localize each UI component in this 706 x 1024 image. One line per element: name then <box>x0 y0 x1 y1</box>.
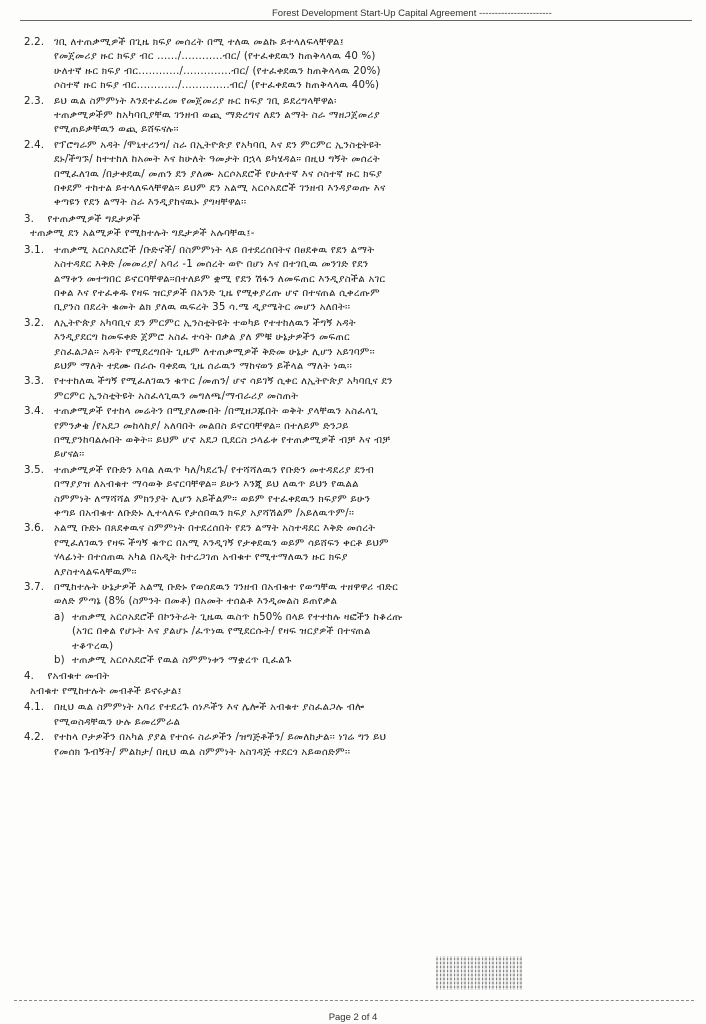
clause-line: ይህ ዉል ስምምነት እንደተፈረመ የመጀመሪያ ዙር ክፍያ ገቢ ይደረግላቸዋል፡ <box>54 95 337 107</box>
clause-line: የምንቃቄ /የአደጋ መከላከያ/ አለባበት መልበስ ይኖርባቸዋል። በተለይም ድንጋይ <box>54 420 349 432</box>
clause-3-3 <box>24 375 690 404</box>
clause-line: የሚጠይቃቸዉን ወጪ ይሸፍናሉ፡፡ <box>54 124 179 136</box>
clause-number: 3.4. <box>24 406 45 418</box>
clause-line: ሶስተኛ ዙር ክፍያ ብር............/..............ብር/ (የተፈቀደዉን ከጠቅላላዉ 40%) <box>54 80 380 92</box>
clause-line: የሚፈለገዉን የዛፍ ችግኝ ቁጥር በአሚ እንዲገኝ የታቀደዉን ወይም ሳይሸፍን ቀርቶ ይህም <box>54 537 389 549</box>
clause-line: የመሰክ ጉብኝት/ ምልከታ/ በዚህ ዉል ስምምነት አስገዳጅ ተደርጎ አይወሰድም፡፡ <box>54 746 351 758</box>
clause-line: ለያስተላልፍላቸዉም፡፡ <box>54 566 137 578</box>
clause-line: ተቆጥረዉ) <box>72 640 114 652</box>
clause-number: 3.7. <box>24 582 45 594</box>
clause-line: እንዲያደርግ ከመፍቀድ ጀምሮ አስፈ ተሳት በቃል ያለ ምቹ ሁኔታዎችን መፍጠር <box>54 332 350 344</box>
agreement-header: Forest Development Start-Up Capital Agreement ----------------------- <box>272 8 552 19</box>
clause-line: ተጠቃሚ አርሶአደሮች የዉል ስምምነቱን ማቋረጥ ቢፈልጉ <box>72 655 292 667</box>
clause-line: የመጀመሪያ ዙር ክፍያ ብር ....../............ብር/ (የተፈቀደዉን ከጠቅላላዉ 40 %) <box>54 51 376 63</box>
clause-line: ተጠቃሚ አርሶአደሮች /ቡድኖች/ በስምምነት ላይ በተደረሰበትና በፀደቀዉ የደን ልማት <box>54 244 375 256</box>
clause-line: በዚህ ዉል ስምምነት አባሪ የተደረጉ ሰነዶችን እና ሌሎች አብቁተ ያስፈልጋሉ ብሎ <box>54 702 365 714</box>
document-body <box>24 36 690 761</box>
section-number: 3. <box>24 213 35 225</box>
clause-line: ተጠቃሚ አርሶአደሮች በኮንትራት ጊዜዉ ዉስጥ ከ50% በላይ የተተከሉ ዛፎችን ከቆረጡ <box>72 611 403 623</box>
clause-3-5 <box>24 464 690 522</box>
clause-number: 2.4. <box>24 139 45 151</box>
clause-line: በሚከተሉት ሁኔታዎች አልሚ ቡድኑ የወሰደዉን ገንዘብ በአብቁተ የወጣቸዉ ተዘዋዋሪ ብድር <box>54 582 399 594</box>
clause-3-2 <box>24 317 690 375</box>
clause-3-7-b <box>54 654 690 668</box>
clause-line: የሚወስዳቸዉን ሁሉ ይመረምራል <box>54 716 181 728</box>
footer-rule <box>14 1000 694 1001</box>
clause-number: 3.1. <box>24 244 45 256</box>
section-3-heading <box>24 213 690 227</box>
clause-4-2 <box>24 731 690 760</box>
clause-number: 4.1. <box>24 702 45 714</box>
clause-line: የፕሮግራም አዳት /ሞኒተሪንግ/ ስራ በኢትዮጵያ የአካባቢ እና ደን ምርምር ኢንስቲትዩት <box>54 139 382 151</box>
clause-4-1 <box>24 701 690 730</box>
clause-line: ይሆናል፡፡ <box>54 449 85 461</box>
clause-2-4 <box>24 139 690 211</box>
clause-line: በማያያዝ ለአብቁተ ማሳወቅ ይኖርባቸዋል። ይሁን እንጂ ይህ ለዉጥ ይህን የዉልል <box>54 479 359 491</box>
clause-line: ሃላፊነት በተሰጠዉ አካል በአዲት ከተረጋገጠ አብቁተ የሚተማለዉን ዙር ክፍያ <box>54 552 348 564</box>
clause-line: ተጠቃሚዎች የቡድን አባል ለዉጥ ካለ/ካደረጉ/ የተሻሻለዉን የቡድን መተዳደሪያ ደንብ <box>54 464 374 476</box>
section-3-intro: ተጠቃሚ ደን አልሚዎች የሚከተሉት ግዴታዎች አሉባቸዉ፤- <box>30 228 255 240</box>
clause-line: ቀጣዩን የደን ልማት ስራ እንዲያከናዉኑ ያግዛቸዋል፡፡ <box>54 197 247 209</box>
section-number: 4. <box>24 671 35 683</box>
section-title: የአብቁተ መብት <box>47 671 110 683</box>
clause-3-7 <box>24 581 690 610</box>
clause-line: ተጠቃሚዎች የተከላ መሬትን በሚያለሙበት /በሚዘጋጁበት ወቅት ያላቸዉን አስፈላጊ <box>54 406 378 418</box>
clause-number: 3.5. <box>24 464 45 476</box>
clause-line: የተተከለዉ ችግኝ የሚፈለገዉን ቁጥር /መጠን/ ሆኖ ሳይገኝ ሲቀር ለኢትዮጵያ አካባቢና ደን <box>54 376 393 388</box>
clause-number: 4.2. <box>24 732 45 744</box>
clause-line: በሚያንከባልሉበት ወቅት፡፡ ይህም ሆኖ አደጋ ቢደርስ ኃላፊቱ የተጠቃሚዎች ብቻ እና ብቻ <box>54 434 391 446</box>
clause-3-6 <box>24 522 690 580</box>
clause-2-3 <box>24 95 690 138</box>
clause-line: ደኑ/ችግኙ/ ከተተከለ ከአመት እና ከሁለት ዓመታት በኋላ ይካሄዳል። በዚህ ግኝት መሰረት <box>54 154 380 166</box>
clause-line: ለኢትዮጵያ አካባቢና ደን ምርምር ኢንስቲትዩት ተወካይ የተተከለዉን ችግኝ አዳት <box>54 317 356 329</box>
clause-number: 2.3. <box>24 95 45 107</box>
clause-line: (አገር በቀል የሆኑት እና ያልሆኑ /ፈጥነዉ የሚደርሱት/ የዛፍ ዝርያዎች በተናጠል <box>72 626 371 638</box>
clause-line: ይህም ማለት ተደሙ በራሱ ባቀደዉ ጊዜ ሰራዉን ማከናወን ይችላል ማለት ነዉ፡፡ <box>54 360 353 372</box>
section-4-intro: አብቁተ የሚከተሉት መብቶች ይኖሩታል፤ <box>30 685 182 697</box>
clause-line: ቀጣይ በአብቁተ ለቡድኑ ሊተላለፍ የታሰበዉን ክፍያ አያሻሽልም /አይለዉጥም/፡፡ <box>54 508 355 519</box>
clause-line: ቢያንስ በደረት ቁመት ልክ ያለዉ ዉፍረት 35 ሳ.ሜ ዲያሜትር መሆን አለበት፡፡ <box>54 302 351 314</box>
clause-3-4 <box>24 405 690 463</box>
clause-3-7-a <box>54 611 690 654</box>
sub-clause-label: a) <box>54 611 65 623</box>
clause-2-2 <box>24 36 690 94</box>
clause-line: በቀደም ተከተል ይተላለፍላቸዋል። ይህም ደን አልሚ አርሶአደሮች ገንዘብ እንዳያወጡ እና <box>54 183 386 195</box>
clause-line: በቀል እና የተፈቀዱ የዛፍ ዝርያዎች በአንድ ጊዜ የሚቀያረጡ ሆኖ በተናጠል ሲቀረጡም <box>54 287 380 299</box>
section-4-heading <box>24 670 690 684</box>
clause-line: ተጠቃሚዎችም ከአካባቢያቸዉ ገንዘብ ወጪ ማድረግና ለደን ልማት ስራ ማዘጋጀመሪያ <box>54 110 380 122</box>
section-title: የተጠቃሚዎች ግዴታዎች <box>47 213 141 225</box>
clause-number: 3.2. <box>24 317 45 329</box>
clause-line: ያስፈልጋል። አዳት የሚደረግበት ጊዜም ለተጠቃሚዎች ቅድመ ሁኔታ ሊሆን አይገባም፡፡ <box>54 346 375 358</box>
header-rule <box>20 20 692 21</box>
clause-line: ምርምር ኢንስቲትዩት አስፈላጊዉን መግለጫ/ማብራሪያ መስጠት <box>54 390 299 402</box>
clause-line: ሁለተኛ ዙር ክፍያ ብር............/..............ብር/ (የተፈቀደዉን ከጠቅላላዉ 20%) <box>54 65 381 77</box>
clause-line: ገቢ ለተጠቃሚዎች በጊዜ ክፍያ መሰረት በሚ ተለዉ መልኩ ይተላለፍላቸዋል፤ <box>54 37 345 48</box>
page-number: Page 2 of 4 <box>328 1012 378 1023</box>
clause-3-1 <box>24 244 690 316</box>
clause-number: 2.2. <box>24 37 45 48</box>
clause-line: አስተዳደር እቅድ /መመሪያ/ አባሪ -1 መሰረት ወዮ በሆነ እና በተገቢዉ መንገድ የደን <box>54 259 369 271</box>
clause-line: በሚፈለገዉ /በታቀደዉ/ መጠን ደን ያለሙ አርሶአደሮች የሁለተኛ እና ሶስተኛ ዙር ክፍያ <box>54 168 383 180</box>
clause-number: 3.3. <box>24 376 45 388</box>
clause-line: ስምምነት ለማሻሻል ምክንያት ሊሆን አይችልም። ወይም የተፈቀደዉን ክፍያም ይሁን <box>54 493 371 505</box>
clause-line: የተከላ ቦታዎችን በአካል ያያል የተሰሩ ስራዎችን /ዝግጅቶችን/ ይመለከታል፡፡ ነገሬ ግን ይህ <box>54 732 387 744</box>
clause-number: 3.6. <box>24 523 45 535</box>
clause-line: አልሚ ቡድኑ በጸደቀዉና ስምምነት በተደረሰበት የደን ልማት አስተዳደር እቅድ መሰረት <box>54 523 376 535</box>
sub-clause-label: b) <box>54 655 65 667</box>
clause-line: ልማቱን መተግበር ይኖርባቸዋል።በተለይም ቋሚ የደን ሽፋን ለመፍጠር እንዲያስችል አገር <box>54 273 386 285</box>
clause-line: ወለድ ምጣኔ (8% (ስምንት በመቶ) በአመት ተሰልቶ እንዲመልስ ይጠየቃል <box>54 596 338 608</box>
barcode-stamp <box>436 956 522 990</box>
